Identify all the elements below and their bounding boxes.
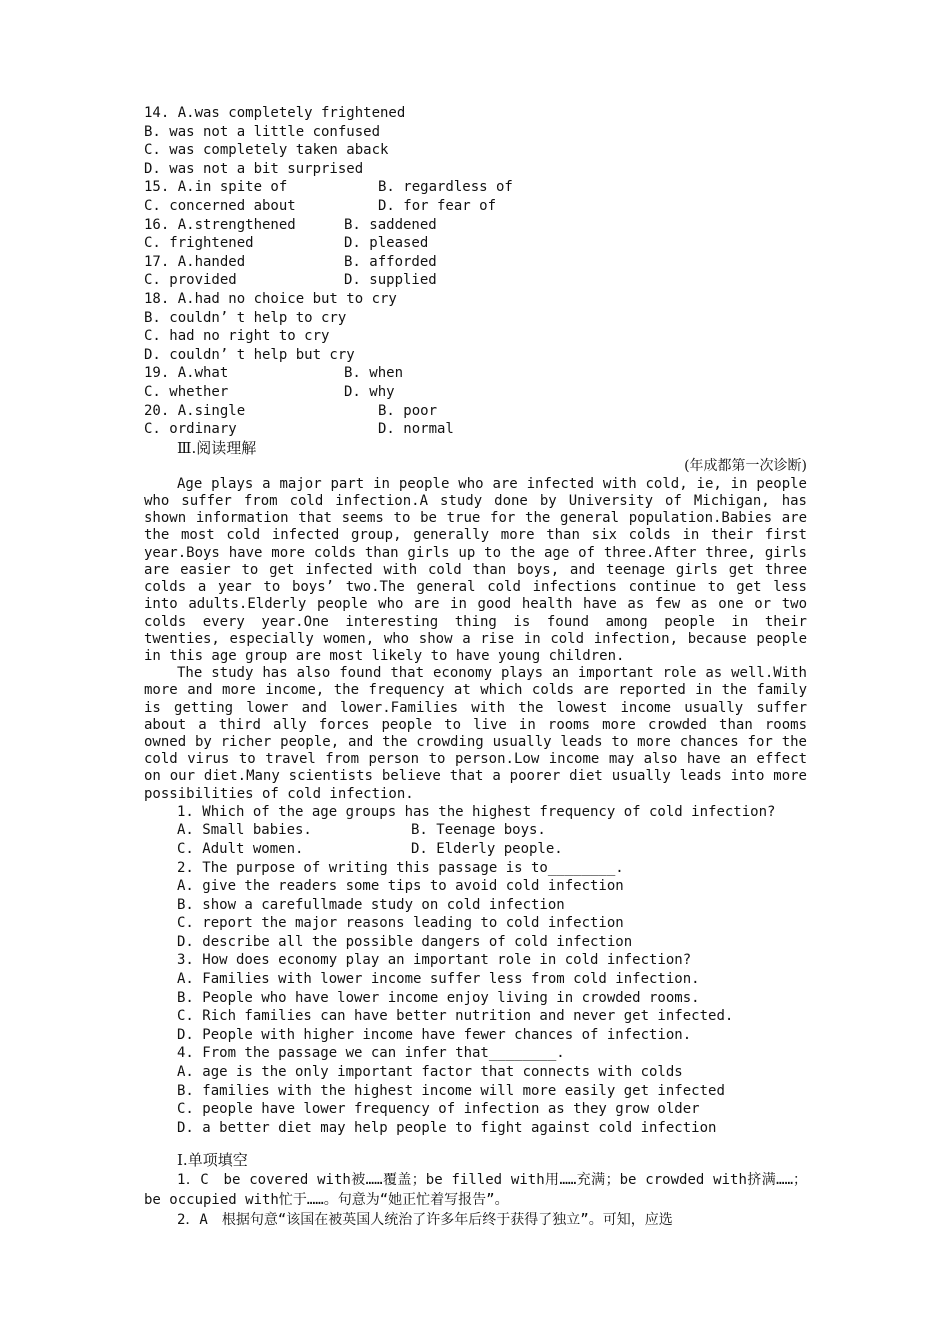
question-17-row-2 <box>144 271 807 290</box>
question-15-option-b: B. regardless of <box>378 179 513 196</box>
question-17-stem: 17. A.handed <box>144 253 246 270</box>
reading-question-1-stem: 1. Which of the age groups has the highest frequency of cold infection? <box>177 803 776 820</box>
reading-question-1-option-a: A. Small babies. <box>177 822 312 839</box>
question-19-option-c: C. whether <box>144 383 229 400</box>
reading-question-2-option-c: C. report the major reasons leading to cold infection <box>177 915 624 932</box>
question-15-stem: 15. A.in spite of <box>144 179 288 196</box>
reading-question-4-option-d: D. a better diet may help people to fight against cold infection <box>177 1119 717 1136</box>
reading-question-2-option-a: A. give the readers some tips to avoid cold infection <box>177 878 624 895</box>
question-16-option-c: C. frightened <box>144 235 254 252</box>
reading-question-4-stem: 4. From the passage we can infer that________. <box>177 1045 565 1062</box>
answer-1: 1．C be covered with被……覆盖；be filled with用……充满；be crowded with挤满……；be occupied with忙于……。句意为“她正忙着写报告”。 <box>144 1172 807 1209</box>
question-17-option-c: C. provided <box>144 272 237 289</box>
question-15-row-1 <box>144 178 807 197</box>
question-14-option-d: D. was not a bit surprised <box>144 160 364 177</box>
question-17-option-d: D. supplied <box>344 272 437 289</box>
reading-question-3-option-b: B. People who have lower income enjoy living in crowded rooms. <box>177 989 700 1006</box>
question-19-row-2 <box>144 383 807 402</box>
reading-question-4-option-b: B. families with the highest income will more easily get infected <box>177 1082 725 1099</box>
question-19-option-d: D. why <box>344 383 395 400</box>
reading-question-3-option-a: A. Families with lower income suffer less from cold infection. <box>177 971 700 988</box>
question-18-stem: 18. A.had no choice but to cry <box>144 290 397 307</box>
passage-paragraph-2: The study has also found that economy plays an important role as well.With more and more income, the frequency at which colds are reported in the family is getting lower and lower.Families with the lowest income usually suffer about a third ally forces people to live in rooms more crowded than rooms owned by richer people, and the crowding usually leads to more chances for the cold virus to travel from person to person.Low income may also have an effect on our diet.Many scientists believe that a poorer diet usually leads into more possibilities of cold infection. <box>144 665 807 802</box>
reading-question-4-option-c: C. people have lower frequency of infection as they grow older <box>177 1101 700 1118</box>
question-20-row-1 <box>144 402 807 421</box>
reading-question-1-option-c: C. Adult women. <box>177 840 304 857</box>
question-20-option-b: B. poor <box>378 402 438 419</box>
reading-question-3-option-c: C. Rich families can have better nutrition and never get infected. <box>177 1008 734 1025</box>
question-17-row-1 <box>144 253 807 272</box>
answer-2: 2．A 根据句意“该国在被英国人统治了许多年后终于获得了独立”。可知，应选 <box>177 1212 673 1229</box>
reading-question-1-option-d: D. Elderly people. <box>411 840 563 857</box>
passage-paragraph-1: Age plays a major part in people who are infected with cold, ie, in people who suffer from cold infection.A study done by University of Michigan, has shown information that seems to be true for the general population.Babies are the most cold infected group, generally more than six colds in their first year.Boys have more colds than girls up to the age of three.After three, girls are easier to get infected with cold than boys, and teenage girls get three colds a year to boys’ two.The general cold infections continue to get less into adults.Elderly people who are in good health have as few as one or two colds every year.One interesting thing is found among people in their twenties, especially women, who show a rise in cold infection, because people in this age group are most likely to have young children. <box>144 475 807 664</box>
question-16-stem: 16. A.strengthened <box>144 216 296 233</box>
question-15-option-c: C. concerned about <box>144 197 296 214</box>
question-16-row-1 <box>144 216 807 235</box>
spacer <box>144 1137 807 1151</box>
answers-title: Ⅰ.单项填空 <box>177 1151 248 1170</box>
question-16-option-d: D. pleased <box>344 235 429 252</box>
question-20-option-c: C. ordinary <box>144 421 237 438</box>
reading-question-2-option-d: D. describe all the possible dangers of cold infection <box>177 933 633 950</box>
reading-question-2-option-b: B. show a carefullmade study on cold infection <box>177 896 565 913</box>
question-19-option-b: B. when <box>344 365 404 382</box>
question-19-row-1 <box>144 364 807 383</box>
reading-question-4-option-a: A. age is the only important factor that connects with colds <box>177 1064 683 1081</box>
section-title: Ⅲ.阅读理解 <box>177 438 257 457</box>
question-16-row-2 <box>144 234 807 253</box>
reading-question-3-option-d: D. People with higher income have fewer chances of infection. <box>177 1026 692 1043</box>
question-14-stem: 14. A.was completely frightened <box>144 105 406 121</box>
question-20-option-d: D. normal <box>378 421 454 438</box>
reading-question-2-stem: 2. The purpose of writing this passage is to________. <box>177 859 624 876</box>
question-17-option-b: B. afforded <box>344 253 437 270</box>
question-18-option-c: C. had no right to cry <box>144 328 330 345</box>
document-page <box>144 104 807 1230</box>
reading-question-1-row-2 <box>144 840 807 859</box>
question-18-option-b: B. couldn’ t help to cry <box>144 309 347 326</box>
reading-question-1-row-1 <box>144 821 807 840</box>
question-15-row-2 <box>144 197 807 216</box>
reading-question-1-option-b: B. Teenage boys. <box>411 822 546 839</box>
question-19-stem: 19. A.what <box>144 365 229 382</box>
question-20-stem: 20. A.single <box>144 402 246 419</box>
reading-question-3-stem: 3. How does economy play an important role in cold infection? <box>177 952 692 969</box>
question-16-option-b: B. saddened <box>344 216 437 233</box>
passage-source: (年成都第一次诊断) <box>684 458 807 475</box>
question-18-option-d: D. couldn’ t help but cry <box>144 346 355 363</box>
question-15-option-d: D. for fear of <box>378 197 497 214</box>
question-14-option-b: B. was not a little confused <box>144 123 381 140</box>
question-20-row-2 <box>144 420 807 439</box>
question-14-option-c: C. was completely taken aback <box>144 142 389 159</box>
